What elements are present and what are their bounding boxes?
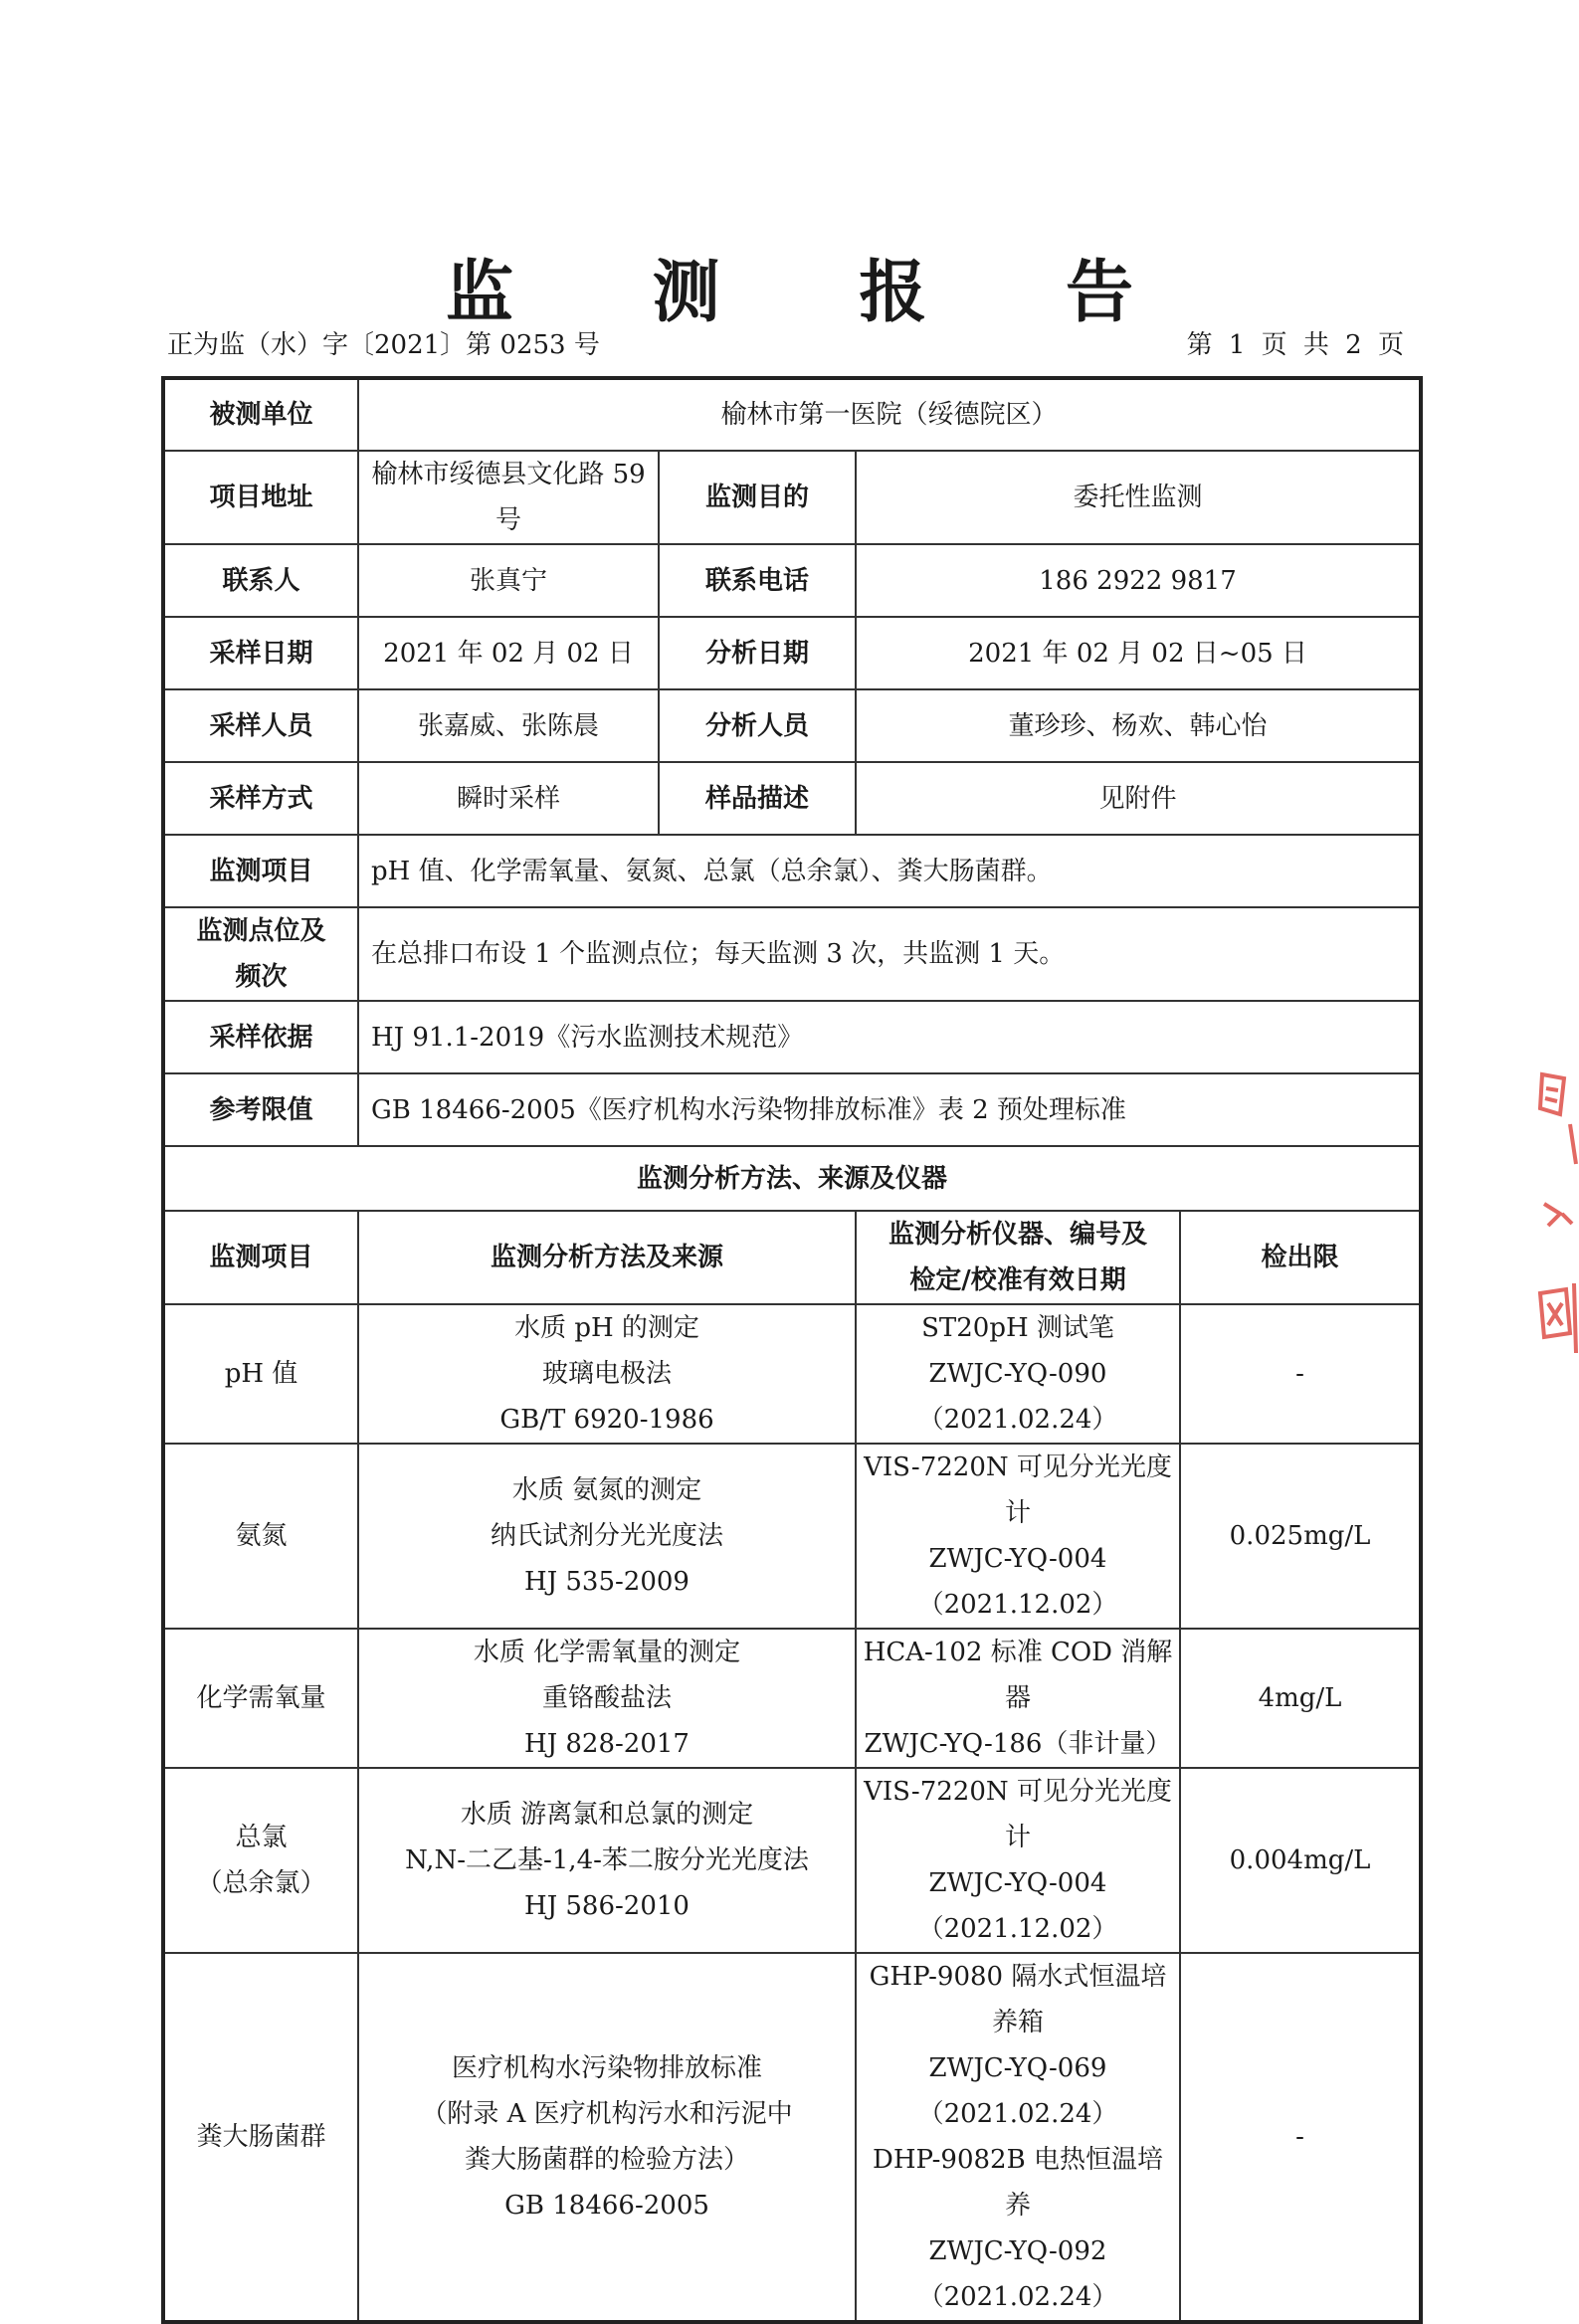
instrument-line: VIS-7220N 可见分光光度计 xyxy=(864,1452,1172,1528)
instrument-line: ZWJC-YQ-004（2021.12.02） xyxy=(917,1544,1118,1620)
purpose-value: 委托性监测 xyxy=(856,451,1421,544)
method-row-instrument xyxy=(856,1953,1180,2322)
method-line: 水质 氨氮的测定 xyxy=(511,1475,702,1505)
method-label: 采样方式 xyxy=(163,762,358,835)
items-label: 监测项目 xyxy=(163,835,358,907)
method-line: HJ 828-2017 xyxy=(524,1729,690,1759)
method-line: GB 18466-2005 xyxy=(504,2191,709,2221)
method-row-item xyxy=(163,1768,358,1953)
instrument-line: ZWJC-YQ-092（2021.02.24） xyxy=(917,2236,1118,2312)
row-limit xyxy=(163,1073,1421,1146)
method-row-method xyxy=(358,1629,856,1768)
item-line: 氨氮 xyxy=(235,1521,288,1551)
method-row-instrument xyxy=(856,1304,1180,1444)
purpose-label: 监测目的 xyxy=(659,451,856,544)
row-unit xyxy=(163,378,1421,451)
method-row xyxy=(163,1444,1421,1629)
row-dates xyxy=(163,617,1421,689)
header-item: 监测项目 xyxy=(163,1211,358,1304)
header-limit: 检出限 xyxy=(1180,1211,1421,1304)
row-points xyxy=(163,907,1421,1001)
basis-value: HJ 91.1-2019《污水监测技术规范》 xyxy=(358,1001,1421,1073)
instrument-line: VIS-7220N 可见分光光度计 xyxy=(864,1777,1172,1852)
method-row-limit: - xyxy=(1180,1304,1421,1444)
method-row-method xyxy=(358,1768,856,1953)
item-line: pH 值 xyxy=(224,1359,298,1389)
phone-value: 186 2922 9817 xyxy=(856,544,1421,617)
row-address xyxy=(163,451,1421,544)
sampler-label: 采样人员 xyxy=(163,689,358,762)
points-value: 在总排口布设 1 个监测点位；每天监测 3 次，共监测 1 天。 xyxy=(358,907,1421,1001)
instrument-line: DHP-9082B 电热恒温培养 xyxy=(873,2145,1163,2221)
method-row-limit: 4mg/L xyxy=(1180,1629,1421,1768)
points-label-line: 监测点位及 xyxy=(196,916,326,946)
report-title: 监 测 报 告 xyxy=(445,254,1192,332)
method-line: 水质 pH 的测定 xyxy=(514,1313,699,1343)
method-line: 玻璃电极法 xyxy=(541,1359,672,1389)
row-contact xyxy=(163,544,1421,617)
document-number: 正为监（水）字〔2021〕第 0253 号 xyxy=(167,330,600,360)
contact-label: 联系人 xyxy=(163,544,358,617)
seal-stamp-fragment xyxy=(1530,1065,1579,1373)
method-line: HJ 535-2009 xyxy=(524,1567,690,1597)
method-line: 水质 化学需氧量的测定 xyxy=(473,1638,741,1667)
section-title: 监测分析方法、来源及仪器 xyxy=(163,1146,1421,1211)
instrument-line: ZWJC-YQ-090（2021.02.24） xyxy=(917,1359,1118,1435)
method-row xyxy=(163,1953,1421,2322)
row-personnel xyxy=(163,689,1421,762)
method-line: 医疗机构水污染物排放标准 xyxy=(451,2053,762,2083)
header-instrument xyxy=(856,1211,1180,1304)
unit-label: 被测单位 xyxy=(163,378,358,451)
analysis-date-label: 分析日期 xyxy=(659,617,856,689)
methods-header-row xyxy=(163,1211,1421,1304)
method-line: HJ 586-2010 xyxy=(524,1891,690,1921)
method-row-method xyxy=(358,1444,856,1629)
method-row-item xyxy=(163,1304,358,1444)
row-items xyxy=(163,835,1421,907)
unit-value: 榆林市第一医院（绥德院区） xyxy=(358,378,1421,451)
method-line: （附录 A 医疗机构污水和污泥中 xyxy=(421,2099,793,2129)
points-label-line: 频次 xyxy=(235,962,288,992)
limit-value: GB 18466-2005《医疗机构水污染物排放标准》表 2 预处理标准 xyxy=(358,1073,1421,1146)
analysis-date-value: 2021 年 02 月 02 日~05 日 xyxy=(856,617,1421,689)
instrument-line: ZWJC-YQ-186（非计量） xyxy=(864,1729,1172,1759)
address-label: 项目地址 xyxy=(163,451,358,544)
sampler-value: 张嘉威、张陈晨 xyxy=(358,689,659,762)
header-instrument-line: 监测分析仪器、编号及 xyxy=(888,1220,1147,1250)
method-row-limit: - xyxy=(1180,1953,1421,2322)
method-line: 水质 游离氯和总氯的测定 xyxy=(460,1800,754,1830)
sampling-date-value: 2021 年 02 月 02 日 xyxy=(358,617,659,689)
address-value: 榆林市绥德县文化路 59 号 xyxy=(358,451,659,544)
instrument-line: HCA-102 标准 COD 消解器 xyxy=(863,1638,1173,1713)
method-line: GB/T 6920-1986 xyxy=(499,1405,714,1435)
report-table xyxy=(161,376,1423,2324)
sample-desc-label: 样品描述 xyxy=(659,762,856,835)
method-row xyxy=(163,1304,1421,1444)
header-method: 监测分析方法及来源 xyxy=(358,1211,856,1304)
method-row-limit: 0.004mg/L xyxy=(1180,1768,1421,1953)
basis-label: 采样依据 xyxy=(163,1001,358,1073)
row-basis xyxy=(163,1001,1421,1073)
analyst-value: 董珍珍、杨欢、韩心怡 xyxy=(856,689,1421,762)
method-line: 重铬酸盐法 xyxy=(541,1683,672,1713)
item-line: （总余氯） xyxy=(196,1868,326,1898)
points-label xyxy=(163,907,358,1001)
instrument-line: ST20pH 测试笔 xyxy=(921,1313,1114,1343)
method-row-item xyxy=(163,1953,358,2322)
method-row-method xyxy=(358,1953,856,2322)
method-value: 瞬时采样 xyxy=(358,762,659,835)
limit-label: 参考限值 xyxy=(163,1073,358,1146)
method-row-item xyxy=(163,1629,358,1768)
item-line: 化学需氧量 xyxy=(196,1683,326,1713)
item-line: 粪大肠菌群 xyxy=(196,2122,326,2152)
method-row-instrument xyxy=(856,1629,1180,1768)
instrument-line: ZWJC-YQ-004（2021.12.02） xyxy=(917,1868,1118,1944)
method-line: 纳氏试剂分光光度法 xyxy=(490,1521,723,1551)
row-section-title xyxy=(163,1146,1421,1211)
method-line: 粪大肠菌群的检验方法） xyxy=(464,2145,749,2175)
method-row-item xyxy=(163,1444,358,1629)
analyst-label: 分析人员 xyxy=(659,689,856,762)
method-row xyxy=(163,1768,1421,1953)
items-value: pH 值、化学需氧量、氨氮、总氯（总余氯）、粪大肠菌群。 xyxy=(358,835,1421,907)
instrument-line: ZWJC-YQ-069（2021.02.24） xyxy=(917,2053,1118,2129)
method-line: N,N-二乙基-1,4-苯二胺分光光度法 xyxy=(405,1845,809,1875)
row-method xyxy=(163,762,1421,835)
contact-value: 张真宁 xyxy=(358,544,659,617)
sample-desc-value: 见附件 xyxy=(856,762,1421,835)
seal-stamp-icon xyxy=(1530,1065,1579,1373)
page-info: 第 1 页 共 2 页 xyxy=(1186,330,1408,360)
method-row-limit: 0.025mg/L xyxy=(1180,1444,1421,1629)
item-line: 总氯 xyxy=(235,1823,288,1852)
phone-label: 联系电话 xyxy=(659,544,856,617)
instrument-line: GHP-9080 隔水式恒温培养箱 xyxy=(869,1962,1167,2037)
method-row xyxy=(163,1629,1421,1768)
sampling-date-label: 采样日期 xyxy=(163,617,358,689)
method-row-method xyxy=(358,1304,856,1444)
method-row-instrument xyxy=(856,1768,1180,1953)
method-row-instrument xyxy=(856,1444,1180,1629)
header-instrument-line: 检定/校准有效日期 xyxy=(909,1265,1126,1295)
